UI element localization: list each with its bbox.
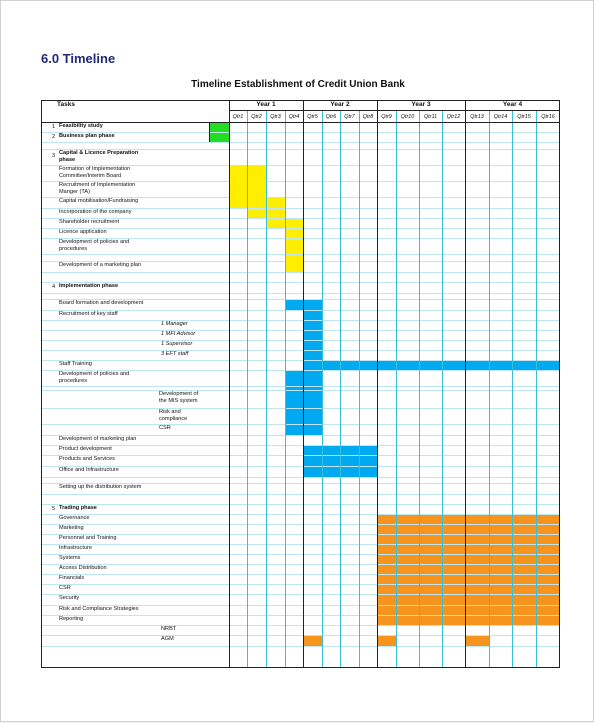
row-number: 5 <box>52 505 56 512</box>
task-label: Development of marketing plan <box>59 436 137 442</box>
task-label: Feasibility study <box>59 123 103 129</box>
gantt-grid <box>41 100 560 668</box>
timeline-bar <box>303 321 322 330</box>
timeline-bar <box>285 262 303 272</box>
task-column-divider <box>229 100 230 668</box>
timeline-bar <box>209 133 229 142</box>
quarter-header: Qtr8 <box>362 114 374 120</box>
task-label: Recruitment of Implementation Manger (TA) <box>59 182 136 195</box>
quarter-header: Qtr14 <box>493 114 508 120</box>
timeline-bar <box>303 331 322 340</box>
quarter-gridline <box>340 110 341 668</box>
row-divider <box>41 142 560 143</box>
task-label: Access Distribution <box>59 565 107 571</box>
row-divider <box>41 330 560 331</box>
row-divider <box>41 646 560 647</box>
timeline-bar <box>229 198 247 208</box>
timeline-bar <box>377 515 560 524</box>
task-label: Business plan phase <box>59 133 115 139</box>
quarter-gridline <box>419 110 420 668</box>
task-label: Development of a marketing plan <box>59 262 142 268</box>
quarter-gridline <box>377 100 378 668</box>
header-bottom-border <box>41 122 560 123</box>
task-label: CSR <box>159 425 171 431</box>
task-label: Recruitment of key staff <box>59 311 118 317</box>
gantt-timeline-table <box>41 100 560 668</box>
quarter-header: Qtr12 <box>446 114 461 120</box>
timeline-bar <box>377 616 560 625</box>
row-divider <box>41 293 560 294</box>
year-4-header: Year 4 <box>502 101 523 108</box>
quarter-gridline <box>266 110 267 668</box>
quarter-gridline <box>359 110 360 668</box>
quarter-gridline <box>512 110 513 668</box>
task-label: Development of policies and procedures <box>59 371 130 384</box>
row-divider <box>41 320 560 321</box>
timeline-bar <box>377 606 560 615</box>
year-1-header: Year 1 <box>256 101 276 108</box>
quarter-gridline <box>322 110 323 668</box>
task-label: Incorporation of the company <box>59 209 132 215</box>
row-number: 3 <box>52 153 56 159</box>
timeline-bar <box>285 255 303 261</box>
row-divider <box>41 494 560 495</box>
row-divider <box>41 350 560 351</box>
task-label: Systems <box>59 555 81 561</box>
timeline-bar <box>377 585 560 594</box>
row-number: 2 <box>52 133 56 140</box>
row-number: 1 <box>52 123 56 130</box>
quarter-header: Qtr13 <box>470 114 484 120</box>
quarter-header: Qtr9 <box>381 114 392 120</box>
task-label: 3 EFT staff <box>161 351 189 357</box>
timeline-bar <box>377 555 560 564</box>
quarter-header: Qtr11 <box>423 114 438 120</box>
task-label: Trading phase <box>59 505 97 511</box>
task-label: Licence application <box>59 229 107 235</box>
task-label: 1 Manager <box>161 321 188 327</box>
table-right-border <box>559 100 560 668</box>
year-2-header: Year 2 <box>330 101 350 108</box>
quarter-gridline <box>536 110 537 668</box>
year-divider-line <box>229 110 560 111</box>
quarter-gridline <box>285 110 286 668</box>
prephase-divider <box>209 122 210 142</box>
row-number: 4 <box>52 283 56 290</box>
year-3-header: Year 3 <box>411 101 431 108</box>
task-label: Implementation phase <box>59 283 119 289</box>
task-label: Products and Services <box>59 456 115 462</box>
task-label: Financials <box>59 575 85 581</box>
task-label: Capital mobilisation/Fundraising <box>59 198 139 204</box>
task-label: Governance <box>59 515 90 521</box>
task-label: Marketing <box>59 525 84 531</box>
task-label: NRBT <box>161 626 177 632</box>
timeline-bar <box>377 595 560 605</box>
task-label: Development of the MIS system <box>159 391 199 404</box>
quarter-header: Qtr15 <box>517 114 531 120</box>
timeline-bar <box>285 239 303 254</box>
task-label: Capital & Licence Preparation phase <box>59 150 139 163</box>
task-label: 1 Supervisor <box>161 341 193 347</box>
task-label: Board formation and development <box>59 300 144 306</box>
timeline-bar <box>377 525 560 534</box>
task-label: Security <box>59 595 80 601</box>
section-title: 6.0 Timeline <box>41 51 116 66</box>
quarter-header: Qtr16 <box>541 114 555 120</box>
quarter-header: Qtr10 <box>400 114 415 120</box>
quarter-header: Qtr7 <box>344 114 355 120</box>
quarter-header: Qtr3 <box>270 114 281 120</box>
quarter-gridline <box>396 110 397 668</box>
timeline-bar <box>303 361 560 370</box>
task-label: Risk and compliance <box>159 409 188 422</box>
table-bottom-border <box>41 667 560 668</box>
timeline-bar <box>465 636 489 646</box>
quarter-header: Qtr2 <box>251 114 262 120</box>
task-label: Infrastructure <box>59 545 92 551</box>
task-label: Reporting <box>59 616 84 622</box>
task-label: Office and Infrastructure <box>59 467 119 473</box>
quarter-gridline <box>489 110 490 668</box>
quarter-gridline <box>247 110 248 668</box>
quarter-header: Qtr4 <box>288 114 300 120</box>
timeline-bar <box>285 229 303 238</box>
task-label: CSR <box>59 585 71 591</box>
task-label: Development of policies and procedures <box>59 239 130 252</box>
timeline-bar <box>303 351 322 360</box>
row-divider <box>41 477 560 478</box>
quarter-gridline <box>303 100 304 668</box>
timeline-bar <box>303 311 322 320</box>
task-label: AGM <box>161 636 174 642</box>
quarter-gridline <box>442 110 443 668</box>
timeline-bar <box>377 545 560 554</box>
timeline-bar <box>303 636 322 646</box>
quarter-header: Qtr6 <box>325 114 337 120</box>
row-divider <box>41 272 560 273</box>
task-label: Formation of Implementation Committee/Interim Board <box>59 166 131 179</box>
task-label: Staff Training <box>59 361 92 367</box>
task-label: 1 MFI Advisor <box>161 331 196 337</box>
task-label: Shareholder recruitment <box>59 219 120 225</box>
table-top-border <box>41 100 560 101</box>
table-left-border <box>41 100 42 668</box>
task-label: Setting up the distribution system <box>59 484 142 490</box>
quarter-gridline <box>465 100 466 668</box>
timeline-bar <box>303 341 322 350</box>
task-label: Risk and Compliance Strategies <box>59 606 139 612</box>
tasks-header: Tasks <box>57 101 75 108</box>
timeline-bar <box>377 636 396 646</box>
quarter-header: Qtr1 <box>232 114 244 120</box>
row-divider <box>41 340 560 341</box>
document-title: Timeline Establishment of Credit Union Bank <box>191 79 405 90</box>
timeline-bar <box>209 123 229 132</box>
timeline-bar <box>377 535 560 544</box>
task-label: Product development <box>59 446 112 452</box>
timeline-bar <box>377 565 560 574</box>
row-divider <box>41 625 560 626</box>
quarter-header: Qtr5 <box>307 114 318 120</box>
task-label: Personnel and Training <box>59 535 117 541</box>
timeline-bar <box>377 575 560 584</box>
